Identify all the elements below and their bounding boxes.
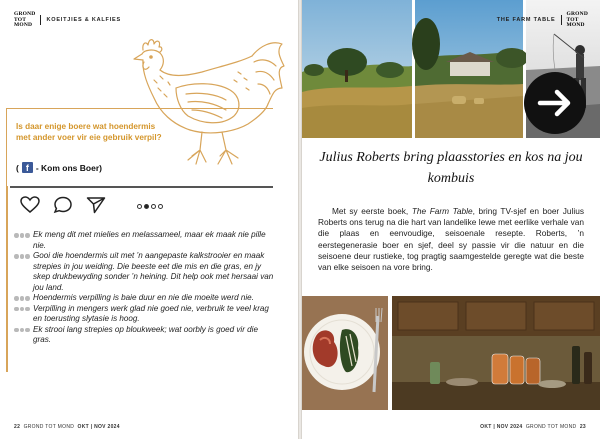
food-photo-strip <box>302 296 600 410</box>
footer-issue: OKT | NOV 2024 <box>480 424 523 430</box>
comment-icon[interactable] <box>53 196 73 214</box>
heart-icon[interactable] <box>20 196 40 214</box>
post-divider <box>10 186 273 188</box>
comment-item <box>14 325 276 346</box>
left-footer <box>14 424 120 430</box>
carousel-dot-active[interactable] <box>144 204 149 209</box>
gold-side-rule <box>6 186 8 372</box>
article-title: Julius Roberts bring plaasstories en kos na jou kombuis <box>319 150 583 186</box>
comment-text: Hoendermis verpilling is baie duur en nie die moeite werd nie. <box>33 293 254 302</box>
magazine-logo: GROND TOT MOND <box>14 11 36 28</box>
facebook-icon[interactable]: f <box>22 162 33 173</box>
question-frame <box>6 108 273 187</box>
comment-text: Ek meng dit met mielies en melassameel, maar ek maak nie pille nie. <box>33 230 266 250</box>
carousel-dot[interactable] <box>158 204 163 209</box>
book-title: The Farm Table <box>411 206 473 216</box>
comment-bubble-icon <box>14 253 30 260</box>
comment-bubble-icon <box>14 306 30 313</box>
comment-item <box>14 304 276 325</box>
comment-bubble-icon <box>14 232 30 239</box>
comment-text: Verpilling in mengers werk glad nie goed nie, verbruik te veel krag en toerusting slytasie is hoog. <box>33 303 269 323</box>
arrow-right-icon <box>524 72 586 134</box>
carousel-dots <box>137 204 163 209</box>
footer-brand: GROND TOT MOND <box>525 424 577 430</box>
question-text: Is daar enige boere wat hoendermis met ander voer vir eie gebruik verpil? <box>16 122 162 142</box>
left-header <box>14 12 121 29</box>
section-label: THE FARM TABLE <box>496 17 556 24</box>
right-page <box>302 0 600 439</box>
comment-list <box>14 230 276 346</box>
left-page <box>0 0 298 439</box>
footer-brand: GROND TOT MOND <box>23 424 75 430</box>
page-number: 23 <box>579 424 586 430</box>
facebook-group-name: - Kom ons Boer) <box>35 162 102 173</box>
right-header <box>497 12 588 29</box>
comment-item <box>14 230 276 251</box>
facebook-source <box>16 162 102 173</box>
social-actions <box>20 196 106 214</box>
header-divider <box>40 15 41 25</box>
comment-bubble-icon <box>14 327 30 334</box>
carousel-dot[interactable] <box>151 204 156 209</box>
comment-text: Ek strooi lang strepies op bloukweek; wat oorbly is goed vir die gras. <box>33 324 258 344</box>
carousel-dot[interactable] <box>137 204 142 209</box>
send-icon[interactable] <box>86 196 106 214</box>
next-arrow-button[interactable] <box>524 72 586 134</box>
comment-text: Gooi die hoendermis uit met ’n aangepaste kalkstrooier en maak strepies in jou weiding. Die beeste eet die mis en die gras, en jy skep drukbewyding sonder ’n heining. Dit help ook met hersaai van jou land. <box>33 251 274 292</box>
right-footer <box>480 424 586 430</box>
page-number: 22 <box>14 424 21 430</box>
facebook-open-paren: ( <box>16 162 19 173</box>
footer-issue: OKT | NOV 2024 <box>77 424 120 430</box>
header-divider <box>561 15 562 25</box>
article-body: Met sy eerste boek, The Farm Table, bring TV-sjef en boer Julius Roberts ons terug na die hart van landelike lewe met eerlike verhale van die plaas en eenvoudige, seisoenale resepte. Roberts, ’n eerstegenerasie boer en sjef, deel sy passie vir die natuur en die seisoene deur rustieke, tog pragtig saamgestelde geregte wat die beste van elke seisoen na vore bring. <box>318 206 584 273</box>
comment-item <box>14 293 276 304</box>
section-label: KOEITJIES & KALFIES <box>46 17 121 24</box>
magazine-logo: GROND TOT MOND <box>566 11 588 28</box>
comment-bubble-icon <box>14 295 30 302</box>
comment-item <box>14 251 276 293</box>
